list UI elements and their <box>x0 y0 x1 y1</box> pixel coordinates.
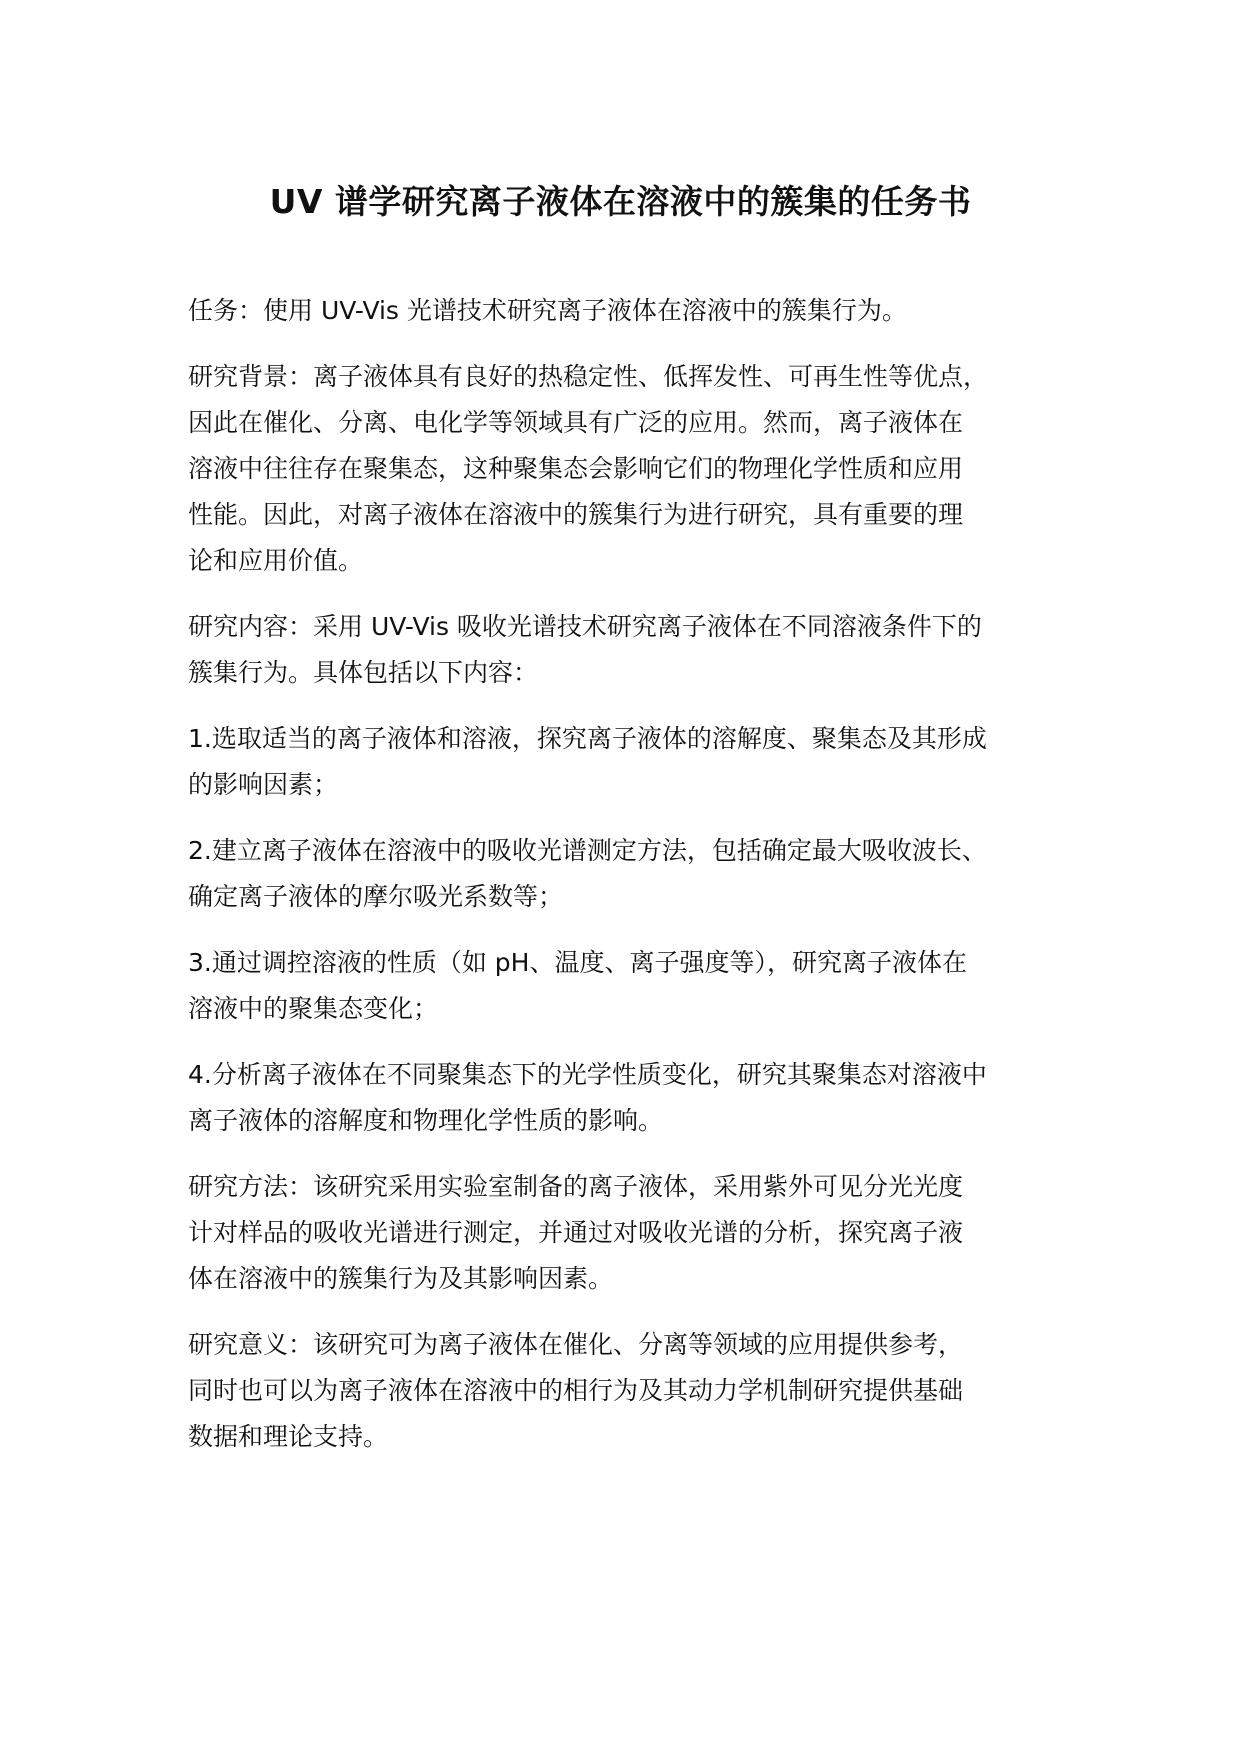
paragraph-line: 确定离子液体的摩尔吸光系数等； <box>188 882 564 911</box>
paragraph-line: 4.分析离子液体在不同聚集态下的光学性质变化，研究其聚集态对溶液中 <box>188 1060 987 1089</box>
paragraph <box>188 716 1088 808</box>
paragraph <box>188 354 1088 584</box>
paragraph-line: 同时也可以为离子液体在溶液中的相行为及其动力学机制研究提供基础 <box>188 1376 964 1405</box>
paragraph-line: 研究意义：该研究可为离子液体在催化、分离等领域的应用提供参考， <box>188 1330 964 1359</box>
paragraph-line: 溶液中的聚集态变化； <box>188 994 439 1023</box>
paragraph-line: 性能。因此，对离子液体在溶液中的簇集行为进行研究，具有重要的理 <box>188 500 964 529</box>
paragraph-line: 溶液中往往存在聚集态，这种聚集态会影响它们的物理化学性质和应用 <box>188 454 964 483</box>
paragraph-line: 任务：使用 UV-Vis 光谱技术研究离子液体在溶液中的簇集行为。 <box>188 296 907 325</box>
paragraph <box>188 1052 1088 1144</box>
paragraph-line: 体在溶液中的簇集行为及其影响因素。 <box>188 1264 614 1293</box>
paragraph-line: 因此在催化、分离、电化学等领域具有广泛的应用。然而，离子液体在 <box>188 408 964 437</box>
paragraph-line: 计对样品的吸收光谱进行测定，并通过对吸收光谱的分析，探究离子液 <box>188 1218 964 1247</box>
paragraph <box>188 1322 1088 1460</box>
paragraph-line: 2.建立离子液体在溶液中的吸收光谱测定方法，包括确定最大吸收波长、 <box>188 836 987 865</box>
paragraph <box>188 1164 1088 1302</box>
paragraph-line: 的影响因素； <box>188 770 339 799</box>
document-body <box>188 288 1088 1480</box>
paragraph-line: 研究方法：该研究采用实验室制备的离子液体，采用紫外可见分光光度 <box>188 1172 964 1201</box>
paragraph <box>188 288 1088 334</box>
paragraph <box>188 604 1088 696</box>
paragraph-line: 数据和理论支持。 <box>188 1422 389 1451</box>
paragraph-line: 研究内容：采用 UV-Vis 吸收光谱技术研究离子液体在不同溶液条件下的 <box>188 612 982 641</box>
paragraph-line: 1.选取适当的离子液体和溶液，探究离子液体的溶解度、聚集态及其形成 <box>188 724 987 753</box>
paragraph-line: 离子液体的溶解度和物理化学性质的影响。 <box>188 1106 664 1135</box>
paragraph-line: 3.通过调控溶液的性质（如 pH、温度、离子强度等），研究离子液体在 <box>188 948 967 977</box>
document-title: UV 谱学研究离子液体在溶液中的簇集的任务书 <box>269 182 972 221</box>
paragraph <box>188 940 1088 1032</box>
paragraph-line: 论和应用价值。 <box>188 546 364 575</box>
paragraph-line: 研究背景：离子液体具有良好的热稳定性、低挥发性、可再生性等优点， <box>188 362 989 391</box>
paragraph-line: 簇集行为。具体包括以下内容： <box>188 658 539 687</box>
paragraph <box>188 828 1088 920</box>
